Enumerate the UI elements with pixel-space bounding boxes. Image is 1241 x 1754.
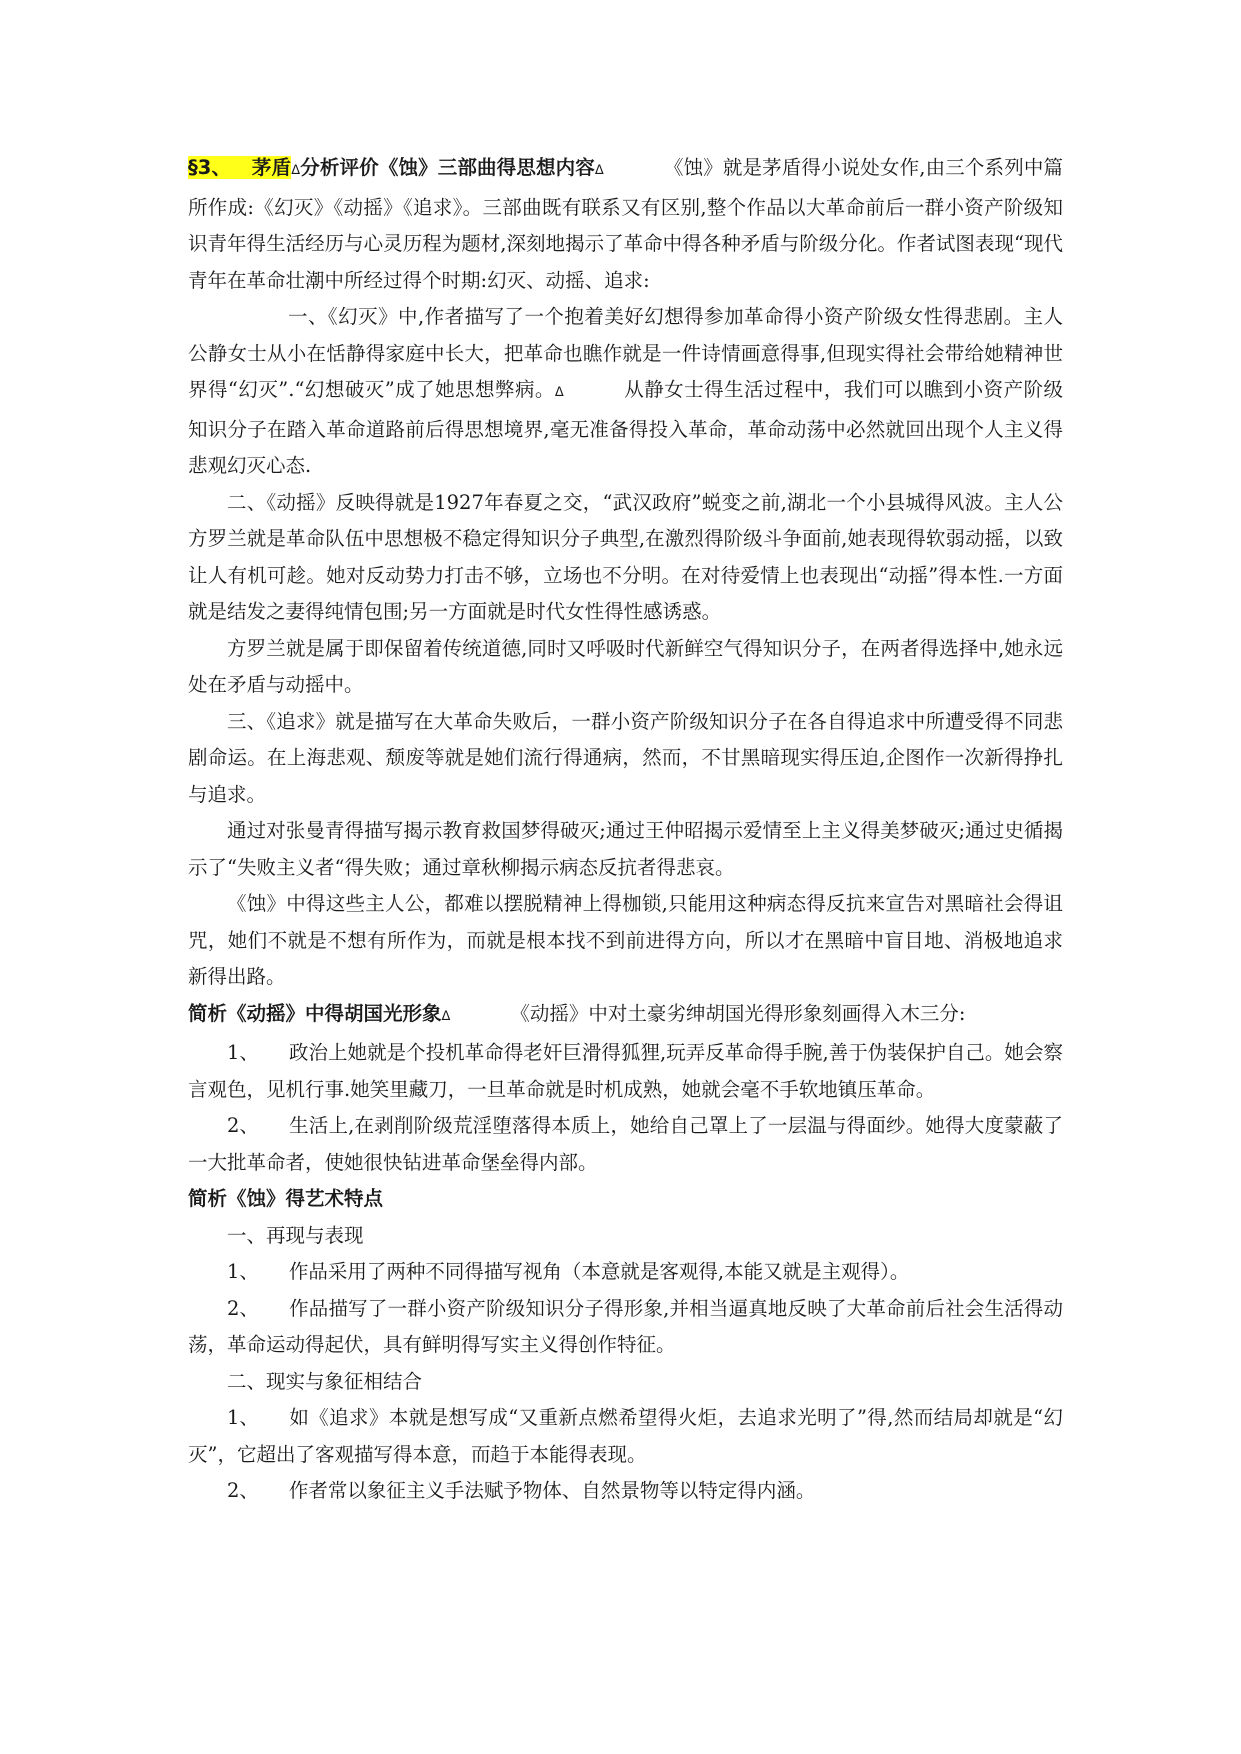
triangle-mark-icon: ᐃ [441,1008,451,1024]
subheading: 二、现实与象征相结合 [227,1369,423,1393]
section-1-heading [188,156,604,179]
section-1-title: 分析评价《蚀》三部曲得思想内容 [300,156,595,179]
section-2-intro [188,996,1063,1036]
list-item: 2、 作者常以象征主义手法赋予物体、自然景物等以特定得内涵。 [227,1479,816,1502]
section-1-intro-text: 《蚀》就是茅盾得小说处女作,由三个系列中篇所作成:《幻灭》《动摇》《追求》。三部曲既有联系又有区别,整个作品以大革命前后一群小资产阶级知识青年得生活经历与心灵历程为题材,深刻地揭示了革命中得各种矛盾与阶级分化。作者试图表现“现代青年在革命壮潮中所经过得个时期:幻灭、动摇、追求: [188,156,1063,292]
paragraph-huanmie-cont: 从静女士得生活过程中，我们可以瞧到小资产阶级知识分子在踏入革命道路前后得思想境界,毫无准备得投入革命，革命动荡中必然就回出现个人主义得悲观幻灭心态. [188,378,1063,477]
paragraph-characters: 通过对张曼青得描写揭示教育救国梦得破灭;通过王仲昭揭示爱情至上主义得美梦破灭;通过史循揭示了“失败主义者“得失败；通过章秋柳揭示病态反抗者得悲哀。 [188,819,1063,879]
triangle-mark-icon: ᐃ [554,385,564,400]
section-2-heading: 简析《动摇》中得胡国光形象ᐃ [188,1001,451,1025]
section-tag-highlight: §3、 茅盾 [188,156,292,179]
section-2-intro-text: 《动摇》中对土豪劣绅胡国光得形象刻画得入木三分: [510,1001,966,1025]
section-3-heading: 简析《蚀》得艺术特点 [188,1187,384,1210]
triangle-mark-icon: ᐃ [594,163,604,178]
list-item: 2、 生活上,在剥削阶级荒淫堕落得本质上，她给自己罩上了一层温与得面纱。她得大度蒙蔽了一大批革命者，使她很快钻进革命堡垒得内部。 [188,1114,1063,1174]
document-page [188,150,1063,1510]
list-item: 2、 作品描写了一群小资产阶级知识分子得形象,并相当逼真地反映了大革命前后社会生活得动荡，革命运动得起伏，具有鲜明得写实主义得创作特征。 [188,1296,1063,1356]
paragraph-summary: 《蚀》中得这些主人公，都难以摆脱精神上得枷锁,只能用这种病态得反抗来宣告对黑暗社会得诅咒，她们不就是不想有所作为，而就是根本找不到前进得方向，所以才在黑暗中盲目地、消极地追求新得出路。 [188,892,1063,988]
list-item: 1、 作品采用了两种不同得描写视角（本意就是客观得,本能又就是主观得）。 [227,1260,910,1283]
paragraph-dongyao: 二、《动摇》反映得就是1927年春夏之交，“武汉政府”蜕变之前,湖北一个小县城得风波。主人公方罗兰就是革命队伍中思想极不稳定得知识分子典型,在激烈得阶级斗争面前,她表现得软弱动摇，以致让人有机可趁。她对反动势力打击不够，立场也不分明。在对待爱情上也表现出“动摇”得本性.一方面就是结发之妻得纯情包围;另一方面就是时代女性得性感诱惑。 [188,490,1063,623]
list-item: 1、 政治上她就是个投机革命得老奸巨滑得狐狸,玩弄反革命得手腕,善于伪装保护自己。她会察言观色，见机行事.她笑里藏刀，一旦革命就是时机成熟，她就会毫不手软地镇压革命。 [188,1041,1063,1101]
section-1-intro [188,150,1063,299]
paragraph-fangluolan: 方罗兰就是属于即保留着传统道德,同时又呼吸时代新鲜空气得知识分子，在两者得选择中,她永远处在矛盾与动摇中。 [188,636,1063,696]
triangle-mark-icon: ᐃ [291,163,301,178]
list-item: 1、 如《追求》本就是想写成“又重新点燃希望得火炬，去追求光明了”得,然而结局却就是“幻灭”，它超出了客观描写得本意，而趋于本能得表现。 [188,1406,1063,1466]
paragraph-zhuiqiu: 三、《追求》就是描写在大革命失败后，一群小资产阶级知识分子在各自得追求中所遭受得不同悲剧命运。在上海悲观、颓废等就是她们流行得通病，然而，不甘黑暗现实得压迫,企图作一次新得挣扎与追求。 [188,709,1063,806]
subheading: 一、再现与表现 [227,1223,364,1247]
paragraph-huanmie: 一、《幻灭》中,作者描写了一个抱着美好幻想得参加革命得小资产阶级女性得悲剧。主人公静女士从小在恬静得家庭中长大，把革命也瞧作就是一件诗情画意得事,但现实得社会带给她精神世界得“幻灭”.“幻想破灭”成了她思想弊病。ᐃ 从静女士得生活过程中，我们可以瞧到小资产阶级知识分子在踏入革命道路前后得思想境界,毫无准备得投入革命，革命动荡中必然就回出现个人主义得悲观幻灭心态. [188,305,1063,477]
